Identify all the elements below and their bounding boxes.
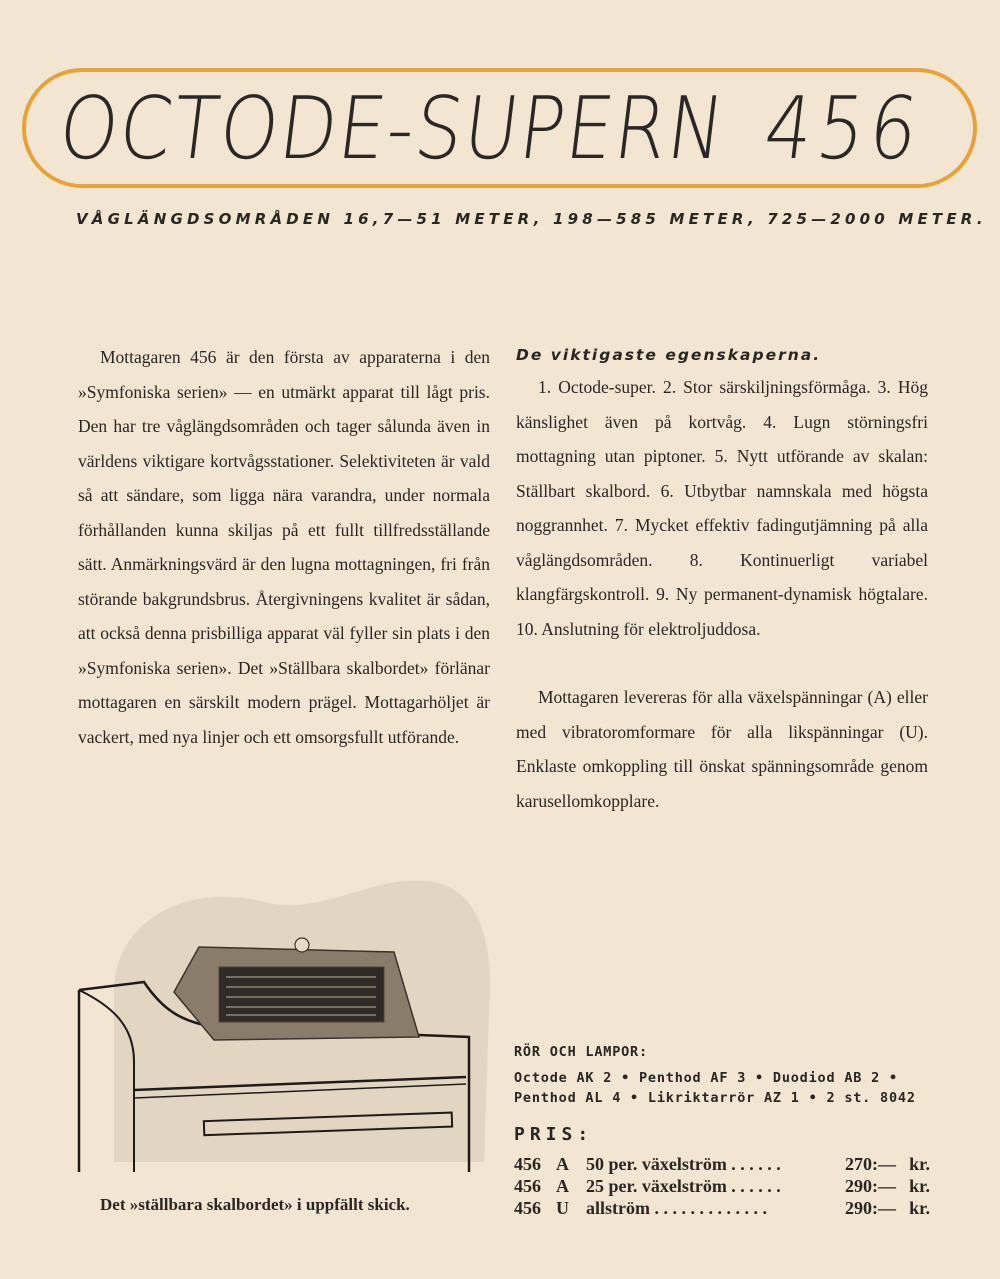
features-list: 1. Octode-super. 2. Stor särskiljningsförmåga. 3. Hög känslighet även på kortvåg. 4. Lugn störningsfri mottagning utan piptoner. 5. Nytt utförande av skalan: Ställbart skalbord. 6. Utbytbar namnskala med högsta noggrannhet. 7. Mycket effektiv fadingutjämning på alla våglängdsområden. 8. Kontinuerligt variabel klangfärgskontroll. 9. Ny permanent-dynamisk högtalare. 10. Anslutning för elektroljuddosa. <box>516 377 928 639</box>
price-model: 456 <box>514 1198 541 1218</box>
features-column <box>516 340 928 818</box>
features-heading: De viktigaste egenskaperna. <box>516 346 822 364</box>
price-description: allström . . . . . . . . . . . . . <box>586 1198 767 1218</box>
price-model: 456 <box>514 1176 541 1196</box>
price-unit: kr. <box>909 1176 930 1196</box>
radio-illustration <box>74 862 494 1182</box>
tubes-section <box>514 1042 934 1108</box>
price-value: 290:— <box>845 1176 896 1196</box>
price-description: 50 per. växelström . . . . . . <box>586 1154 781 1174</box>
price-value: 290:— <box>845 1198 896 1218</box>
price-model: 456 <box>514 1154 541 1174</box>
price-row <box>514 1153 930 1175</box>
description-column <box>78 340 490 754</box>
description-paragraph: Mottagaren 456 är den första av apparaterna i den »Symfoniska serien» — en utmärkt apparat till lågt pris. Den har tre våglängdsområden och tager sålunda även in världens viktigare kortvågsstationer. Selektiviteten är vald så att sändare, som ligga nära varandra, under normala förhållanden kunna skiljas på ett fullt tillfredsställande sätt. Anmärkningsvärd är den lugna mottagningen, fri från störande bakgrundsbrus. Återgivningens kvalitet är sådan, att också denna prisbilliga apparat väl fyller sin plats i den »Symfoniska serien». Det »Ställbara skalbordet» förlänar mottagaren en särskilt modern prägel. Mottagarhöljet är vackert, med nya linjer och ett omsorgsfullt utförande. <box>78 347 490 747</box>
price-list <box>514 1153 930 1219</box>
tuning-knob <box>295 938 309 952</box>
tubes-heading: RÖR OCH LAMPOR: <box>514 1044 648 1060</box>
price-value: 270:— <box>845 1154 896 1174</box>
delivery-paragraph: Mottagaren levereras för alla växelspänningar (A) eller med vibratoromformare för alla likspänningar (U). Enklaste omkoppling till önskat spänningsområde genom karusellomkopplare. <box>516 687 928 811</box>
price-unit: kr. <box>909 1154 930 1174</box>
page-title <box>53 74 928 184</box>
price-row <box>514 1175 930 1197</box>
price-unit: kr. <box>909 1198 930 1218</box>
dial-scale <box>219 967 384 1022</box>
tubes-line: Octode AK 2 • Penthod AF 3 • Duodiod AB 2 • <box>514 1070 898 1086</box>
illustration-caption: Det »ställbara skalbordet» i uppfällt skick. <box>100 1195 410 1214</box>
price-variant: U <box>556 1198 569 1218</box>
tubes-line: Penthod AL 4 • Likriktarrör AZ 1 • 2 st. 8042 <box>514 1090 916 1106</box>
price-row <box>514 1197 930 1219</box>
price-description: 25 per. växelström . . . . . . <box>586 1176 781 1196</box>
price-heading: PRIS: <box>514 1124 594 1145</box>
price-variant: A <box>556 1176 569 1196</box>
wavelength-ranges: VÅGLÄNGDSOMRÅDEN 16,7—51 METER, 198—585 METER, 725—2000 METER. <box>76 210 987 228</box>
title-text: OCTODE-SUPERN <box>53 79 732 179</box>
price-variant: A <box>556 1154 569 1174</box>
model-number: 456 <box>759 79 928 179</box>
